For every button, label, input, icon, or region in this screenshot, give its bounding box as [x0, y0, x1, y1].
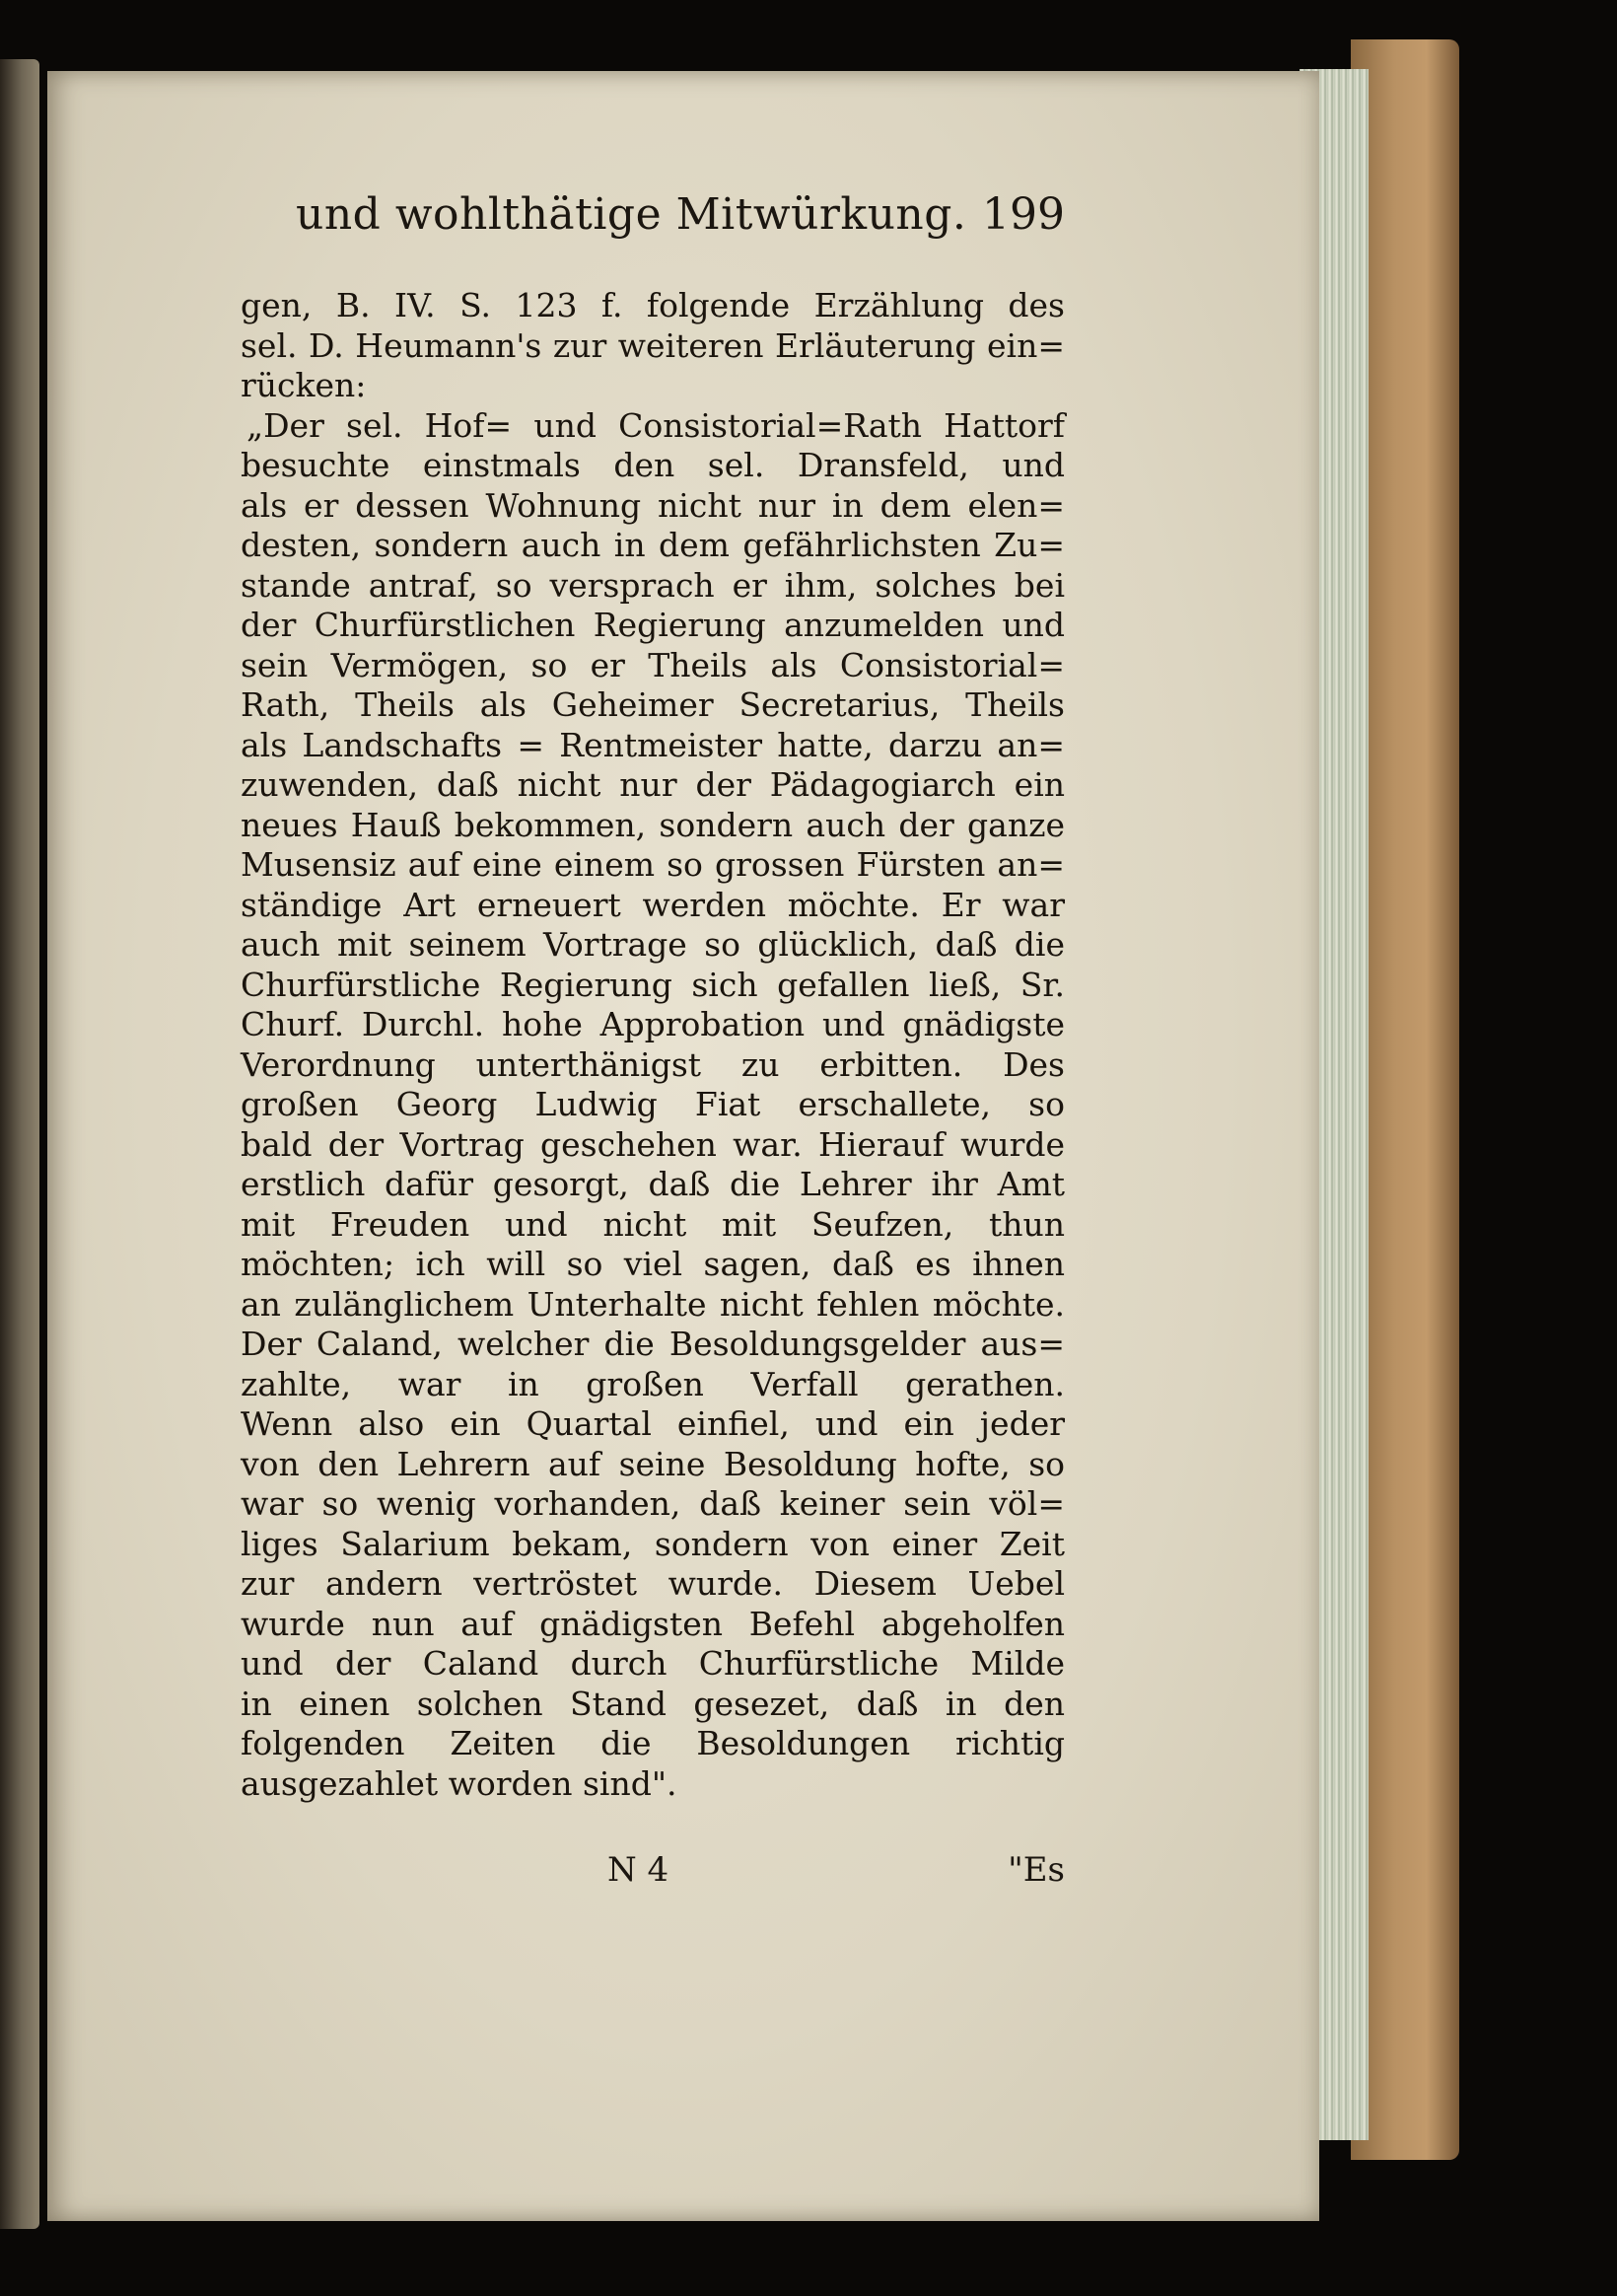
text-line: auch mit seinem Vortrage so glücklich, daß die	[241, 925, 1065, 964]
text-line: Wenn also ein Quartal einfiel, und ein jeder	[241, 1404, 1065, 1443]
text-line: Der Caland, welcher die Besoldungsgelder aus=	[241, 1325, 1065, 1363]
text-line: als er dessen Wohnung nicht nur in dem elen=	[241, 485, 1065, 525]
text-line: war so wenig vorhanden, daß keiner sein völ=	[241, 1484, 1065, 1523]
text-line: Churfürstliche Regierung sich gefallen ließ, Sr.	[241, 965, 1065, 1004]
text-line: ausgezahlet worden sind".	[241, 1763, 677, 1803]
left-page-edge	[0, 59, 39, 2229]
text-line: sel. D. Heumann's zur weiteren Erläuterung ein=	[241, 325, 1065, 365]
text-line: Musensiz auf eine einem so grossen Fürsten an=	[241, 845, 1065, 884]
text-line: bald der Vortrag geschehen war. Hierauf wurde	[241, 1124, 1065, 1164]
text-line: Rath, Theils als Geheimer Secretarius, Theils	[241, 685, 1065, 724]
text-line: desten, sondern auch in dem gefährlichsten Zu=	[241, 526, 1065, 564]
text-line: mit Freuden und nicht mit Seufzen, thun	[241, 1204, 1065, 1244]
text-line: als Landschafts = Rentmeister hatte, darzu an=	[241, 725, 1065, 764]
running-head-title: und wohlthätige Mitwürkung.	[296, 189, 967, 240]
text-line: in einen solchen Stand gesezet, daß in den	[241, 1684, 1065, 1723]
text-line: ständige Art erneuert werden möchte. Er war	[241, 885, 1065, 924]
text-line: wurde nun auf gnädigsten Befehl abgeholfen	[241, 1604, 1065, 1643]
signature-mark: N 4	[607, 1850, 669, 1890]
page-footer	[241, 1850, 1065, 1898]
text-line: gen, B. IV. S. 123 f. folgende Erzählung des	[241, 286, 1065, 324]
running-head	[296, 189, 1065, 249]
text-line: erstlich dafür gesorgt, daß die Lehrer ihr Amt	[241, 1165, 1065, 1203]
text-line: Churf. Durchl. hohe Approbation und gnädigste	[241, 1005, 1065, 1043]
text-line: stande antraf, so versprach er ihm, solches bei	[241, 565, 1065, 605]
catchword: "Es	[1008, 1850, 1065, 1890]
text-line: zuwenden, daß nicht nur der Pädagogiarch ein	[241, 765, 1065, 804]
text-line: zur andern vertröstet wurde. Diesem Uebel	[241, 1564, 1065, 1603]
text-line: folgenden Zeiten die Besoldungen richtig	[241, 1724, 1065, 1762]
text-line: möchten; ich will so viel sagen, daß es ihnen	[241, 1245, 1065, 1283]
text-line: besuchte einstmals den sel. Dransfeld, und	[241, 446, 1065, 484]
text-line: „Der sel. Hof= und Consistorial=Rath Hattorf	[246, 405, 1065, 445]
text-line: und der Caland durch Churfürstliche Milde	[241, 1644, 1065, 1683]
text-line: der Churfürstlichen Regierung anzumelden und	[241, 606, 1065, 644]
body-text	[241, 286, 1065, 1804]
text-line: Verordnung unterthänigst zu erbitten. Des	[241, 1044, 1065, 1084]
text-line: großen Georg Ludwig Fiat erschallete, so	[241, 1085, 1065, 1123]
text-line: rücken:	[241, 366, 367, 404]
page-number: 199	[982, 189, 1065, 240]
text-line: neues Hauß bekommen, sondern auch der ganze	[241, 805, 1065, 844]
text-line: liges Salarium bekam, sondern von einer Zeit	[241, 1524, 1065, 1563]
text-line: zahlte, war in großen Verfall gerathen.	[241, 1364, 1065, 1403]
text-line: von den Lehrern auf seine Besoldung hofte, so	[241, 1444, 1065, 1483]
text-line: sein Vermögen, so er Theils als Consistorial=	[241, 645, 1065, 684]
text-line: an zulänglichem Unterhalte nicht fehlen möchte.	[241, 1284, 1065, 1324]
